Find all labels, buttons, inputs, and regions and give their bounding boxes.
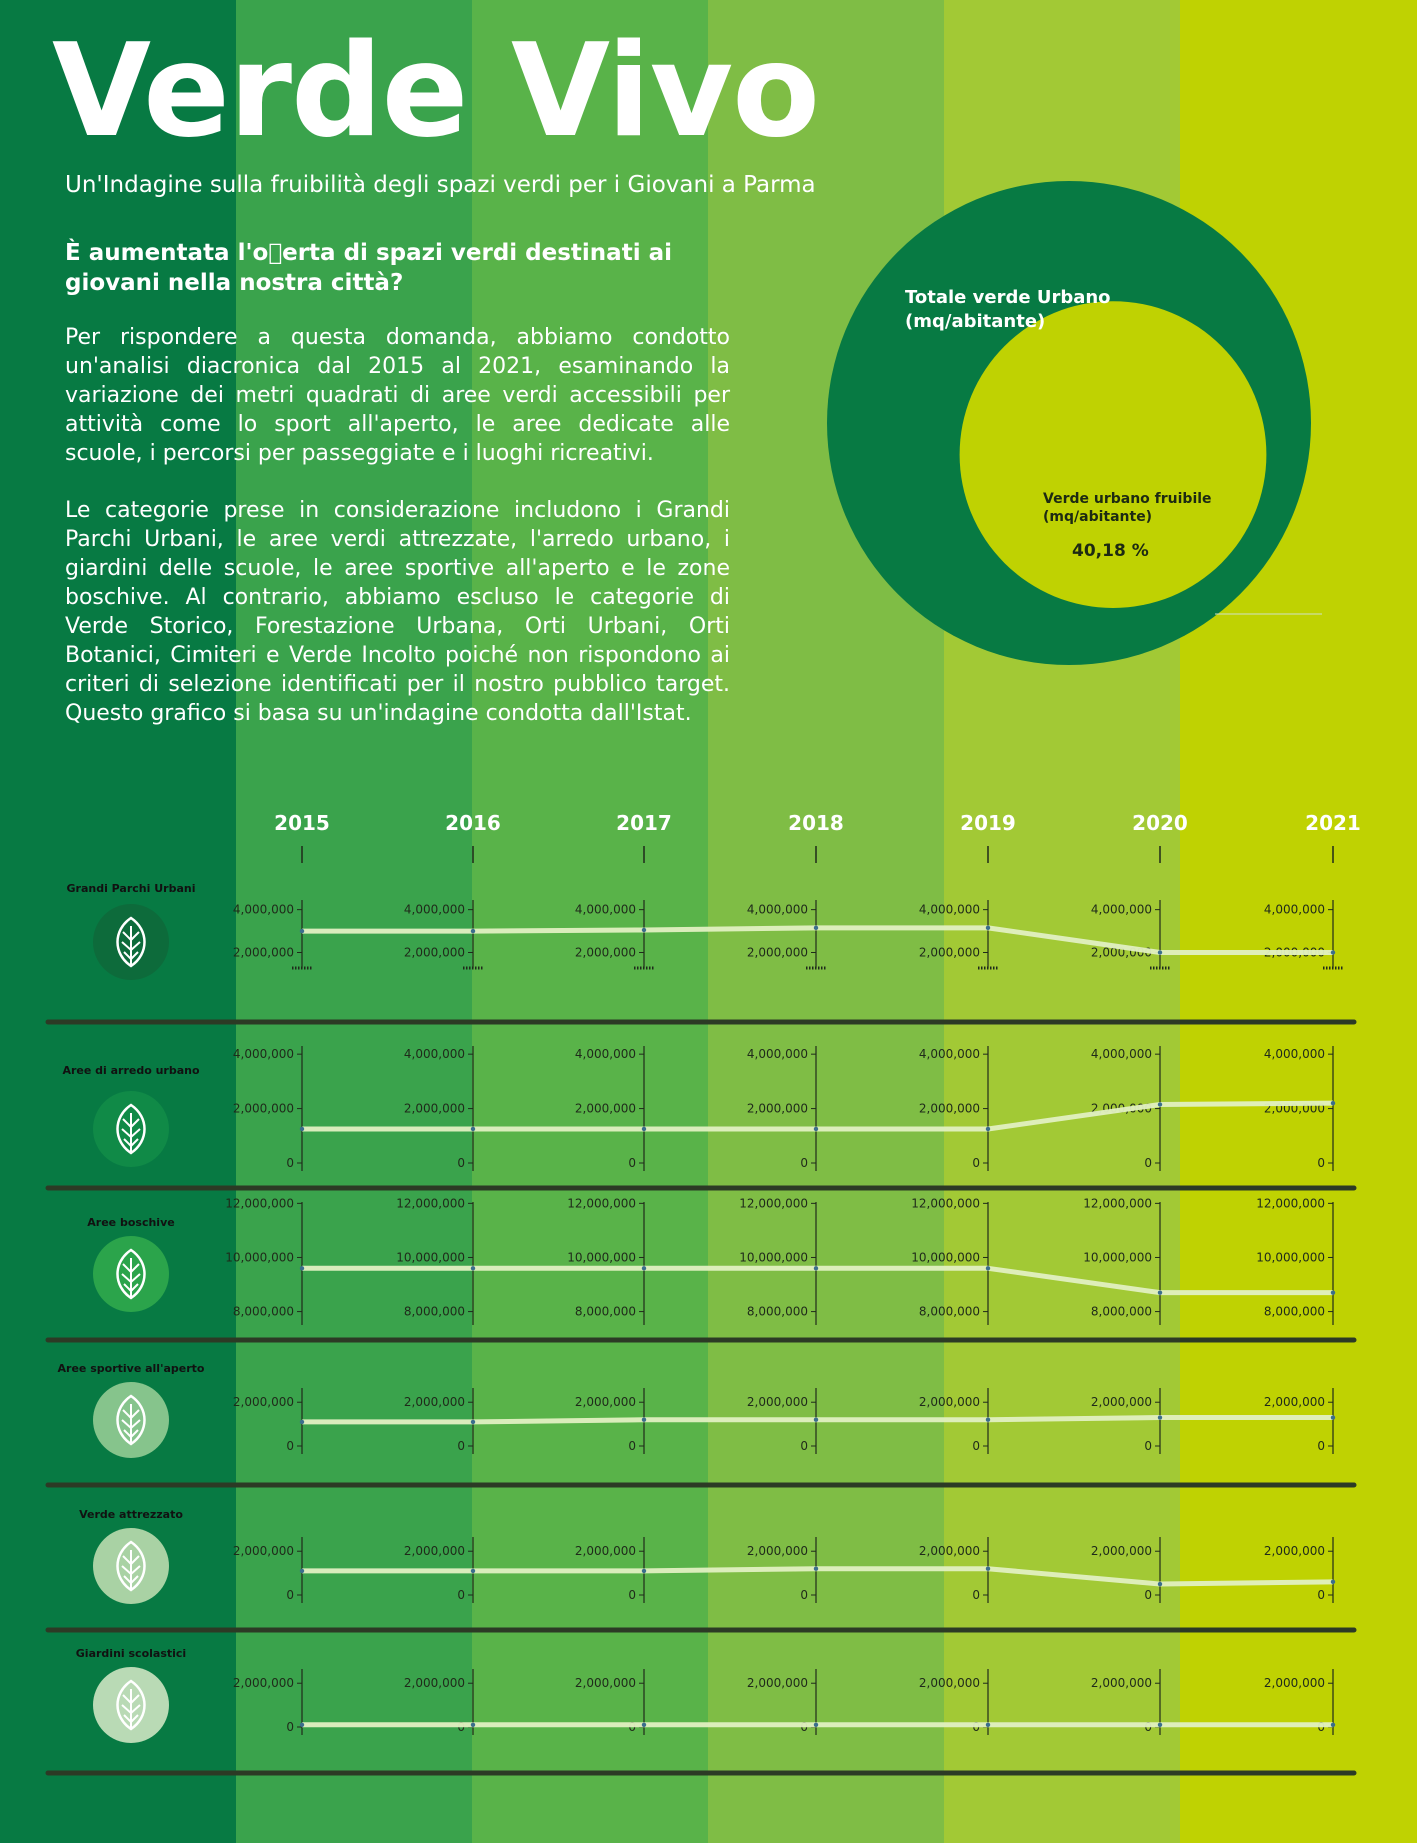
y-tick-label: 2,000,000 xyxy=(1090,945,1152,960)
leaf-icon xyxy=(93,1091,169,1167)
data-point xyxy=(300,1569,304,1573)
y-tick-label: 4,000,000 xyxy=(1263,1047,1325,1062)
year-label: 2017 xyxy=(616,811,672,835)
data-point xyxy=(1331,1415,1335,1419)
y-tick-label: 0 xyxy=(1317,1439,1325,1453)
y-tick-label: 12,000,000 xyxy=(911,1196,980,1211)
data-point xyxy=(986,926,990,930)
data-point xyxy=(1331,950,1335,954)
data-point xyxy=(642,928,646,932)
y-tick-label: 0 xyxy=(972,1720,980,1734)
y-tick-label: 0 xyxy=(628,1720,636,1734)
y-tick-label: 8,000,000 xyxy=(403,1304,465,1319)
year-label: 2016 xyxy=(445,811,501,835)
y-tick-label: 4,000,000 xyxy=(1090,902,1152,917)
data-point xyxy=(642,1569,646,1573)
data-point xyxy=(1158,1723,1162,1727)
data-point xyxy=(1331,1723,1335,1727)
y-tick-label: 0 xyxy=(972,1156,980,1170)
y-tick-label: 0 xyxy=(800,1588,808,1602)
y-tick-label: 12,000,000 xyxy=(567,1196,636,1211)
y-tick-label: 0 xyxy=(1144,1588,1152,1602)
y-tick-label: 0 xyxy=(1317,1156,1325,1170)
data-point xyxy=(814,1418,818,1422)
y-tick-label: 2,000,000 xyxy=(918,1544,980,1559)
panel-aree-sportive-all-aperto xyxy=(48,1362,1354,1485)
panel-giardini-scolastici xyxy=(48,1647,1354,1773)
y-tick-label: 2,000,000 xyxy=(746,1395,808,1410)
data-point xyxy=(471,1569,475,1573)
y-tick-label: 0 xyxy=(1144,1439,1152,1453)
data-point xyxy=(471,1127,475,1131)
intro-paragraph-1: Per rispondere a questa domanda, abbiamo condotto un'analisi diacronica dal 2015 al 2021, esaminando la variazione dei metri quadrati di aree verdi accessibili per attività come lo sport all'aperto, le aree dedicate alle scuole, i percorsi per passeggiate e i luoghi ricreativi. xyxy=(65,325,730,466)
data-point xyxy=(986,1567,990,1571)
y-tick-label: 0 xyxy=(286,1588,294,1602)
y-tick-label: 4,000,000 xyxy=(232,902,294,917)
data-point xyxy=(642,1418,646,1422)
panel-aree-di-arredo-urbano xyxy=(48,1046,1354,1188)
intro-paragraph-2: Le categorie prese in considerazione includono i Grandi Parchi Urbani, le aree verdi attrezzate, l'arredo urbano, i giardini delle scuole, le aree sportive all'aperto e le zone boschive. Al contrario, abbiamo escluso le categorie di Verde Storico, Forestazione Urbana, Orti Urbani, Orti Botanici, Cimiteri e Verde Incolto poiché non rispondono ai criteri di selezione identificati per il nostro pubblico target. Questo grafico si basa su un'indagine condotta dall'Istat. xyxy=(65,498,730,726)
y-tick-label: 2,000,000 xyxy=(574,1101,636,1116)
y-tick-label: 2,000,000 xyxy=(1263,1101,1325,1116)
y-tick-label: 2,000,000 xyxy=(746,1101,808,1116)
y-tick-label: 0 xyxy=(457,1588,465,1602)
leaf-icon xyxy=(93,1667,169,1743)
category-label: Verde attrezzato xyxy=(79,1508,183,1521)
data-point xyxy=(471,1266,475,1270)
data-point xyxy=(986,1418,990,1422)
y-tick-label: 2,000,000 xyxy=(574,1395,636,1410)
y-tick-label: 0 xyxy=(800,1720,808,1734)
data-point xyxy=(300,1420,304,1424)
leaf-icon xyxy=(93,1382,169,1458)
y-tick-label: 2,000,000 xyxy=(746,945,808,960)
y-tick-label: 2,000,000 xyxy=(1263,1544,1325,1559)
data-point xyxy=(1158,950,1162,954)
y-tick-label: 2,000,000 xyxy=(746,1676,808,1691)
total-green-label: Totale verde Urbano xyxy=(905,287,1111,308)
y-tick-label: 0 xyxy=(1144,1720,1152,1734)
y-tick-label: 0 xyxy=(972,1588,980,1602)
y-tick-label: 8,000,000 xyxy=(232,1304,294,1319)
y-tick-label: 2,000,000 xyxy=(1090,1395,1152,1410)
data-point xyxy=(814,1723,818,1727)
usable-green-label: Verde urbano fruibile xyxy=(1043,491,1212,507)
y-tick-label: 2,000,000 xyxy=(232,1101,294,1116)
research-question: È aumentata l'o￿erta di spazi verdi destinati ai giovani nella nostra città? xyxy=(65,240,672,296)
y-tick-label: 2,000,000 xyxy=(403,1676,465,1691)
y-tick-label: 2,000,000 xyxy=(918,1395,980,1410)
y-tick-label: 2,000,000 xyxy=(403,945,465,960)
y-tick-label: 8,000,000 xyxy=(918,1304,980,1319)
y-tick-label: 0 xyxy=(457,1156,465,1170)
data-point xyxy=(300,929,304,933)
y-tick-label: 4,000,000 xyxy=(574,902,636,917)
y-tick-label: 4,000,000 xyxy=(232,1047,294,1062)
data-point xyxy=(471,1420,475,1424)
data-point xyxy=(986,1127,990,1131)
data-point xyxy=(1331,1290,1335,1294)
y-tick-label: 2,000,000 xyxy=(1090,1544,1152,1559)
category-label: Aree boschive xyxy=(87,1216,175,1229)
y-tick-label: 0 xyxy=(286,1439,294,1453)
category-label: Giardini scolastici xyxy=(75,1647,187,1660)
category-label: Aree di arredo urbano xyxy=(62,1064,200,1077)
y-tick-label: 12,000,000 xyxy=(1083,1196,1152,1211)
leaf-icon xyxy=(93,1528,169,1604)
y-tick-label: 0 xyxy=(628,1156,636,1170)
y-tick-label: 4,000,000 xyxy=(574,1047,636,1062)
y-tick-label: 4,000,000 xyxy=(746,902,808,917)
usable-green-label: (mq/abitante) xyxy=(1043,509,1153,525)
leaf-icon xyxy=(93,1236,169,1312)
y-tick-label: 0 xyxy=(1317,1588,1325,1602)
year-label: 2020 xyxy=(1132,811,1188,835)
data-point xyxy=(471,929,475,933)
y-tick-label: 2,000,000 xyxy=(1090,1676,1152,1691)
year-label: 2021 xyxy=(1305,811,1361,835)
y-tick-label: 10,000,000 xyxy=(911,1250,980,1265)
year-label: 2019 xyxy=(960,811,1016,835)
y-tick-label: 10,000,000 xyxy=(739,1250,808,1265)
y-tick-label: 0 xyxy=(800,1156,808,1170)
data-point xyxy=(300,1723,304,1727)
y-tick-label: 2,000,000 xyxy=(574,1676,636,1691)
y-tick-label: 0 xyxy=(1317,1720,1325,1734)
y-tick-label: 2,000,000 xyxy=(574,945,636,960)
series-line xyxy=(302,1569,1333,1584)
y-tick-label: 0 xyxy=(286,1720,294,1734)
usable-green-value: 40,18 % xyxy=(1072,541,1149,561)
y-tick-label: 10,000,000 xyxy=(1256,1250,1325,1265)
data-point xyxy=(642,1266,646,1270)
y-tick-label: 4,000,000 xyxy=(918,902,980,917)
y-tick-label: 0 xyxy=(457,1439,465,1453)
y-tick-label: 0 xyxy=(972,1439,980,1453)
category-label: Grandi Parchi Urbani xyxy=(66,882,196,895)
y-tick-label: 2,000,000 xyxy=(746,1544,808,1559)
y-tick-label: 4,000,000 xyxy=(403,1047,465,1062)
y-tick-label: 2,000,000 xyxy=(574,1544,636,1559)
y-tick-label: 4,000,000 xyxy=(1090,1047,1152,1062)
data-point xyxy=(814,926,818,930)
y-tick-label: 2,000,000 xyxy=(232,1544,294,1559)
data-point xyxy=(1158,1415,1162,1419)
y-tick-label: 12,000,000 xyxy=(739,1196,808,1211)
y-tick-label: 8,000,000 xyxy=(1263,1304,1325,1319)
usable-green-circle xyxy=(960,301,1267,608)
page-subtitle: Un'Indagine sulla fruibilità degli spazi verdi per i Giovani a Parma xyxy=(65,172,816,198)
y-tick-label: 0 xyxy=(800,1439,808,1453)
data-point xyxy=(300,1127,304,1131)
y-tick-label: 4,000,000 xyxy=(1263,902,1325,917)
y-tick-label: 2,000,000 xyxy=(403,1101,465,1116)
y-tick-label: 0 xyxy=(1144,1156,1152,1170)
y-tick-label: 0 xyxy=(457,1720,465,1734)
data-point xyxy=(1158,1102,1162,1106)
y-tick-label: 12,000,000 xyxy=(1256,1196,1325,1211)
y-tick-label: 12,000,000 xyxy=(225,1196,294,1211)
y-tick-label: 0 xyxy=(628,1588,636,1602)
data-point xyxy=(986,1266,990,1270)
y-tick-label: 4,000,000 xyxy=(746,1047,808,1062)
y-tick-label: 2,000,000 xyxy=(403,1395,465,1410)
data-point xyxy=(1331,1101,1335,1105)
y-tick-label: 2,000,000 xyxy=(403,1544,465,1559)
y-tick-label: 0 xyxy=(286,1156,294,1170)
y-tick-label: 2,000,000 xyxy=(918,1676,980,1691)
data-point xyxy=(986,1723,990,1727)
data-point xyxy=(814,1266,818,1270)
y-tick-label: 2,000,000 xyxy=(1263,1676,1325,1691)
y-tick-label: 10,000,000 xyxy=(567,1250,636,1265)
page-title: Verde Vivo xyxy=(52,17,820,166)
panel-aree-boschive xyxy=(48,1196,1354,1340)
y-tick-label: 4,000,000 xyxy=(918,1047,980,1062)
data-point xyxy=(471,1723,475,1727)
y-tick-label: 10,000,000 xyxy=(1083,1250,1152,1265)
y-tick-label: 2,000,000 xyxy=(918,1101,980,1116)
y-tick-label: 8,000,000 xyxy=(574,1304,636,1319)
y-tick-label: 2,000,000 xyxy=(232,1395,294,1410)
category-label: Aree sportive all'aperto xyxy=(57,1362,205,1375)
data-point xyxy=(814,1127,818,1131)
data-point xyxy=(814,1567,818,1571)
data-point xyxy=(1158,1290,1162,1294)
y-tick-label: 2,000,000 xyxy=(1263,1395,1325,1410)
y-tick-label: 2,000,000 xyxy=(232,1676,294,1691)
y-tick-label: 10,000,000 xyxy=(396,1250,465,1265)
y-tick-label: 2,000,000 xyxy=(1090,1101,1152,1116)
y-tick-label: 8,000,000 xyxy=(746,1304,808,1319)
panel-grandi-parchi-urbani xyxy=(48,882,1354,1022)
year-label: 2018 xyxy=(788,811,844,835)
data-point xyxy=(1331,1580,1335,1584)
data-point xyxy=(300,1266,304,1270)
panel-verde-attrezzato xyxy=(48,1508,1354,1630)
total-green-label: (mq/abitante) xyxy=(905,311,1046,332)
series-line xyxy=(302,1268,1333,1292)
y-tick-label: 10,000,000 xyxy=(225,1250,294,1265)
data-point xyxy=(642,1127,646,1131)
data-point xyxy=(642,1723,646,1727)
data-point xyxy=(1158,1582,1162,1586)
year-label: 2015 xyxy=(274,811,330,835)
y-tick-label: 0 xyxy=(628,1439,636,1453)
y-tick-label: 4,000,000 xyxy=(403,902,465,917)
y-tick-label: 12,000,000 xyxy=(396,1196,465,1211)
y-tick-label: 2,000,000 xyxy=(1263,945,1325,960)
y-tick-label: 8,000,000 xyxy=(1090,1304,1152,1319)
leaf-icon xyxy=(93,904,169,980)
y-tick-label: 2,000,000 xyxy=(232,945,294,960)
y-tick-label: 2,000,000 xyxy=(918,945,980,960)
